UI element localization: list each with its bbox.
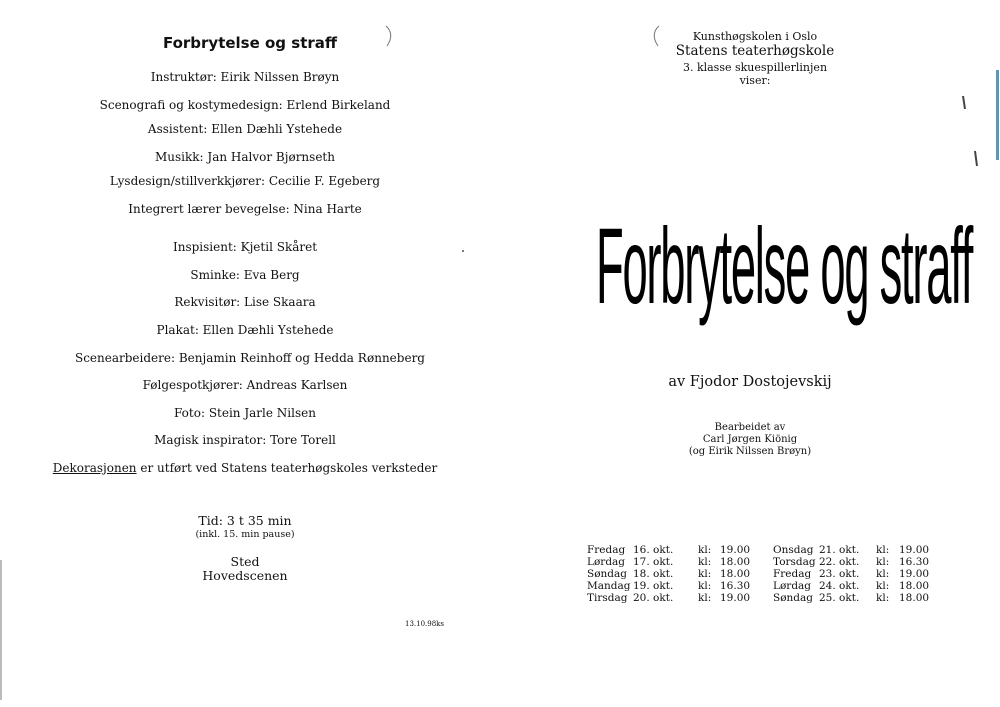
credit-line: Rekvisitør: Lise Skaara [174,295,316,309]
schedule-time: 18.00 [720,556,751,568]
schedule-time: 19.00 [899,568,930,580]
scan-speck [462,250,464,252]
schedule-date: 18. okt. [633,568,674,580]
schedule-day: Tirsdag [587,592,628,604]
credit-line: Instruktør: Eirik Nilssen Brøyn [150,70,340,84]
schedule-day: Fredag [773,568,812,580]
schedule-day: Lørdag [773,580,812,592]
schedule-date: 17. okt. [633,556,674,568]
school-name: Statens teaterhøgskole [675,43,835,59]
adapted-by-2: (og Eirik Nilssen Brøyn) [688,446,812,457]
credit-line: Musikk: Jan Halvor Bjørnseth [155,150,335,164]
schedule-day: Søndag [773,592,813,604]
duration: Tid: 3 t 35 min [198,513,292,528]
schedule-time: 18.00 [899,580,930,592]
document-code: 13.10.98ks [405,620,445,628]
scan-mark [960,95,968,111]
school-line: Kunsthøgskolen i Oslo [692,30,818,43]
schedule-date: 25. okt. [819,592,860,604]
workshop-rest: er utført ved Statens teaterhøgskoles verksteder [136,461,438,475]
schedule-day: Mandag [587,580,631,592]
scan-edge [0,560,2,700]
schedule-kl: kl: [698,580,712,592]
credit-line: Lysdesign/stillverkkjører: Cecilie F. Egeberg [109,174,381,188]
schedule-time: 19.00 [720,592,751,604]
schedule-time: 16.30 [899,556,930,568]
poster-title: Forbrytelse og straff [596,205,973,326]
credit-line: Scenearbeidere: Benjamin Reinhoff og Hedda Rønneberg [74,351,425,365]
credit-line: Foto: Stein Jarle Nilsen [174,406,316,420]
schedule-date: 22. okt. [819,556,860,568]
credit-line: Plakat: Ellen Dæhli Ystehede [156,323,334,337]
schedule-kl: kl: [876,544,890,556]
credit-line: Integrert lærer bevegelse: Nina Harte [128,202,362,216]
credit-line: Magisk inspirator: Tore Torell [154,433,336,447]
schedule-date: 16. okt. [633,544,674,556]
schedule-time: 18.00 [899,592,930,604]
schedule-kl: kl: [698,556,712,568]
schedule-kl: kl: [698,592,712,604]
credit-line: Inspisient: Kjetil Skåret [172,240,318,254]
schedule-date: 23. okt. [819,568,860,580]
schedule-kl: kl: [698,544,712,556]
credit-line: Scenografi og kostymedesign: Erlend Birkeland [99,98,391,112]
credit-line: Assistent: Ellen Dæhli Ystehede [147,122,343,136]
workshop-credit [0,461,495,475]
schedule-kl: kl: [698,568,712,580]
left-page-title: Forbrytelse og straff [162,34,338,52]
school-line: viser: [739,74,771,87]
schedule-day: Onsdag [773,544,814,556]
schedule-time: 18.00 [720,568,751,580]
schedule-day: Søndag [587,568,627,580]
duration-note: (inkl. 15. min pause) [195,529,295,540]
schedule-day: Lørdag [587,556,626,568]
schedule-time: 16.30 [720,580,751,592]
schedule-date: 24. okt. [819,580,860,592]
schedule-kl: kl: [876,580,890,592]
credit-line: Sminke: Eva Berg [190,268,300,282]
scan-mark [972,150,980,168]
adapted-by: Carl Jørgen Kiönig [702,434,798,445]
venue: Hovedscenen [202,568,288,583]
author: av Fjodor Dostojevskij [668,374,832,390]
schedule-kl: kl: [876,556,890,568]
credit-line: Følgespotkjører: Andreas Karlsen [142,378,348,392]
schedule-time: 19.00 [899,544,930,556]
scan-mark [383,24,397,48]
schedule-day: Fredag [587,544,626,556]
schedule-date: 19. okt. [633,580,674,592]
adapted-label: Bearbeidet av [714,422,786,433]
schedule-kl: kl: [876,592,890,604]
schedule-day: Torsdag [773,556,816,568]
schedule-time: 19.00 [720,544,751,556]
schedule-date: 21. okt. [819,544,860,556]
school-line: 3. klasse skuespillerlinjen [682,61,828,74]
venue-label: Sted [230,554,260,569]
workshop-underlined-word: Dekorasjonen [52,461,137,475]
schedule-date: 20. okt. [633,592,674,604]
schedule-kl: kl: [876,568,890,580]
